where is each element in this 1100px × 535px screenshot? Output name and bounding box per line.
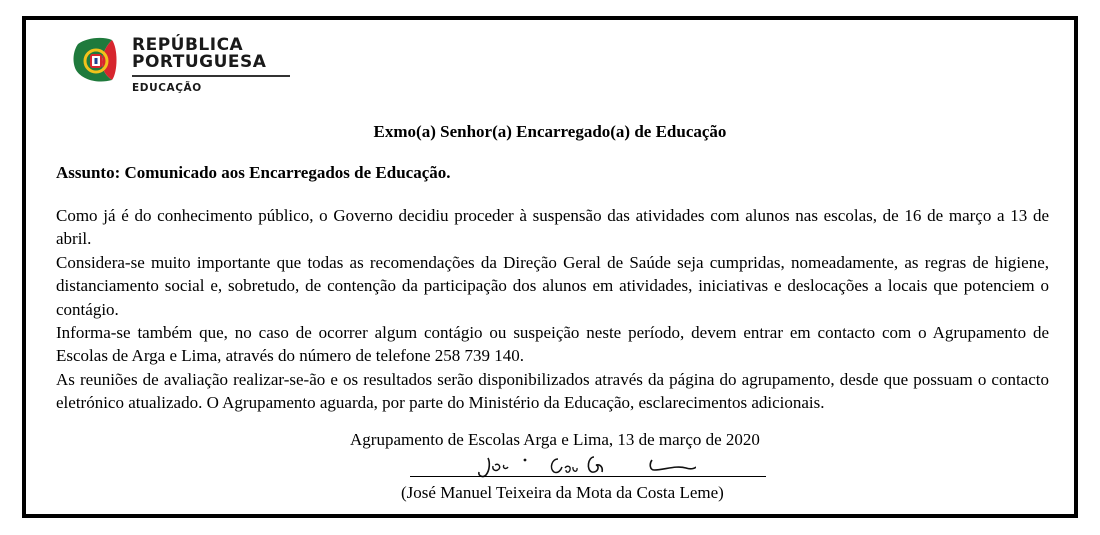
paragraph-recommendations: Considera-se muito importante que todas as recomendações da Direção Geral de Saúde seja cumpridas, nomeadamente, as regras de higiene, distanciamento social e, sobretudo, de contenção da participação dos alunos em atividades, iniciativas e deslocações a locais que potenciem o contágio. xyxy=(56,252,1049,319)
logo-divider xyxy=(132,75,290,77)
logo-line-portuguesa: PORTUGUESA xyxy=(132,52,267,72)
paragraph-contact: Informa-se também que, no caso de ocorrer algum contágio ou suspeição neste período, devem entrar em contacto com o Agrupamento de Escolas de Arga e Lima, através do número de telefone 258 739 140. xyxy=(56,323,1049,366)
republica-portuguesa-logo xyxy=(72,34,302,100)
logo-line-republica: REPÚBLICA xyxy=(132,35,244,55)
signer-name: (José Manuel Teixeira da Mota da Costa Leme) xyxy=(401,483,724,502)
signature-line xyxy=(410,476,766,477)
document-frame xyxy=(22,16,1078,518)
portugal-emblem-icon xyxy=(72,36,118,84)
paragraph-suspension: Como já é do conhecimento público, o Governo decidiu proceder à suspensão das atividades com alunos nas escolas, de 16 de março a 13 de abril. xyxy=(56,206,1049,249)
letter-body xyxy=(56,204,1049,415)
letter-subject: Assunto: Comunicado aos Encarregados de Educação. xyxy=(56,163,451,182)
letter-salutation: Exmo(a) Senhor(a) Encarregado(a) de Educação xyxy=(373,122,727,141)
place-and-date: Agrupamento de Escolas Arga e Lima, 13 de março de 2020 xyxy=(350,430,760,449)
logo-line-educacao: EDUCAÇÃO xyxy=(132,82,202,94)
paragraph-evaluation: As reuniões de avaliação realizar-se-ão e os resultados serão disponibilizados através da página do agrupamento, desde que possuam o contacto eletrónico atualizado. O Agrupamento aguarda, por parte do Ministério da Educação, esclarecimentos adicionais. xyxy=(56,369,1049,413)
